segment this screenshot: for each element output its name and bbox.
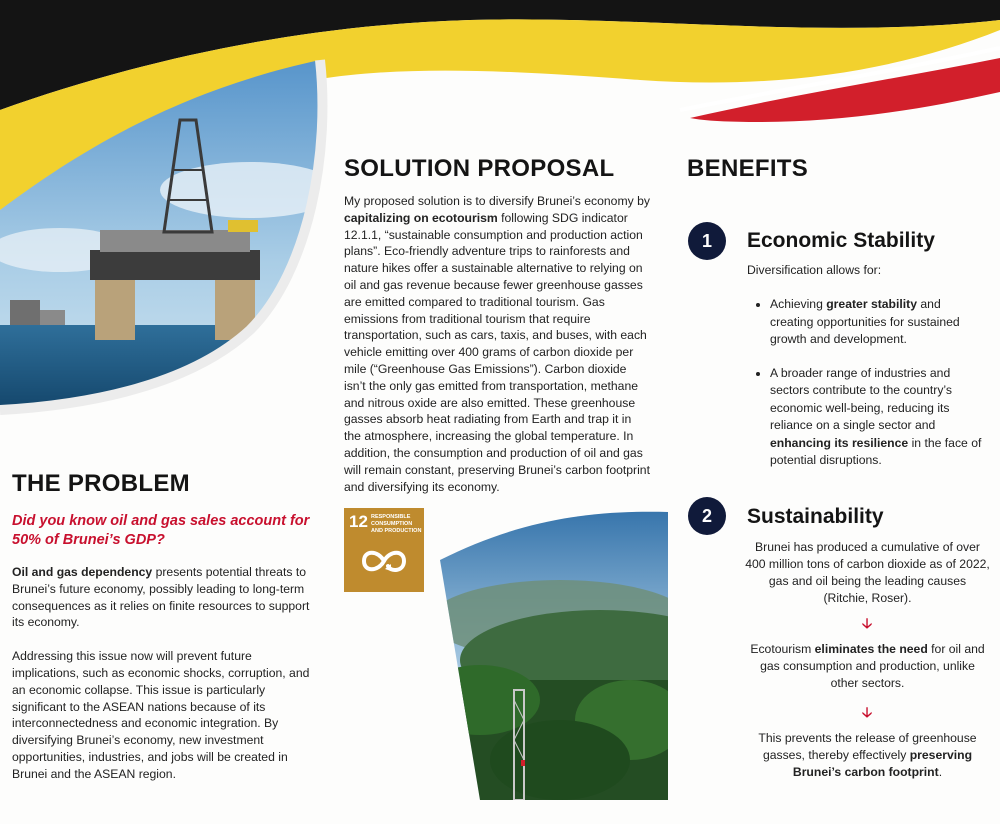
- b1-bullet1-bold: greater stability: [826, 297, 917, 311]
- sdg-label-line2: CONSUMPTION: [371, 521, 413, 527]
- benefit-2-text-2: [745, 641, 990, 692]
- b2-text3-bold: preserving Brunei’s carbon footprint: [792, 748, 973, 779]
- problem-paragraph-2: Addressing this issue now will prevent future implications, such as economic shocks, corruption, and an economic collapse. This issue is particularly significant to the ASEAN nations because of its interconnectedness and economic integration. By diversifying Brunei’s economy, new investment opportunities, industries, and jobs will be created in Brunei and the ASEAN region.: [12, 649, 310, 781]
- b2-text2-part1: Ecotourism: [750, 642, 815, 656]
- problem-question-line1: Did you know oil and gas sales account for: [12, 513, 310, 529]
- b2-text2-part2: for oil and gas consumption and production, unlike other sectors.: [760, 642, 985, 690]
- solution-section: [344, 155, 650, 495]
- benefit-2-text-1: Brunei has produced a cumulative of over 400 million tons of carbon dioxide as of 2022, gas and oil being the leading causes (Ritchie, Roser).: [745, 540, 990, 605]
- b2-text2-bold: eliminates the need: [814, 642, 928, 656]
- b1-bullet2-part2: in the face of potential disruptions.: [770, 435, 982, 467]
- benefit-1-intro: Diversification allows for:: [747, 263, 882, 277]
- problem-question-line2: 50% of Brunei’s GDP?: [12, 532, 165, 548]
- problem-p1-rest: presents potential threats to Brunei’s future economy, possibly leading to long-term consequences as it relies on finite resources to support its economy.: [12, 565, 310, 630]
- benefit-1-bullet-2: [770, 365, 983, 470]
- rainforest-photo: [420, 500, 740, 810]
- benefit-2-text-3: [745, 730, 990, 781]
- b1-bullet2-part1: A broader range of industries and sectors contribute to the country’s economic well-being, reducing its reliance on a single sector and: [770, 365, 953, 432]
- b2-text3-part2: .: [938, 765, 943, 779]
- problem-p1-bold: Oil and gas dependency: [12, 565, 153, 579]
- problem-question: [12, 512, 322, 550]
- problem-title: THE PROBLEM: [12, 470, 190, 497]
- b1-bullet2-bold: enhancing its resilience: [770, 435, 909, 450]
- problem-paragraph-1: [12, 564, 322, 631]
- sdg-number: 12: [349, 512, 368, 531]
- b1-bullet1-part1: Achieving: [770, 297, 827, 311]
- benefit-2-title: Sustainability: [747, 505, 884, 528]
- b2-text3-part1: This prevents the release of greenhouse gasses, thereby effectively: [758, 731, 977, 762]
- benefit-1-number: 1: [688, 222, 726, 260]
- infinity-icon: [358, 544, 410, 578]
- sdg-12-badge: [344, 508, 424, 592]
- solution-p-part1: My proposed solution is to diversify Brunei’s economy by: [344, 194, 650, 208]
- problem-section: [12, 470, 322, 783]
- solution-p-part2: following SDG indicator 12.1.1, “sustainable consumption and production action plans”. Eco-friendly adventure trips to rainforests and nature hikes offer a sustainable alternative to relying on oil and gas revenue because fewer greenhouse gasses are emitted compared to traditional tourism. Gas emissions from traditional tourism that require transportation, such as cars, taxis, and buses, with each vehicle emitting over 400 grams of carbon dioxide per mile (“Greenhouse Gas Emissions”). Carbon dioxide isn’t the only gas emitted from transportation, methane and nitrous oxide are also emitted. These greenhouse gasses absorb heat radiating from Earth and trap it in the atmosphere, increasing the global temperature. In addition, the consumption and production of oil and gas will remain constant, preserving Brunei’s carbon footprint and diversifying its economy.: [344, 210, 650, 494]
- down-arrow-icon: 🡣: [861, 615, 873, 631]
- down-arrow-icon: 🡣: [861, 704, 873, 720]
- benefit-1-title: Economic Stability: [747, 229, 935, 252]
- benefit-2-number: 2: [688, 497, 726, 535]
- benefit-1-bullet-1: [770, 296, 983, 349]
- solution-title: SOLUTION PROPOSAL: [344, 155, 615, 182]
- sdg-label-line3: AND PRODUCTION: [371, 528, 422, 534]
- solution-p-bold: capitalizing on ecotourism: [344, 210, 498, 225]
- sdg-label-line1: RESPONSIBLE: [371, 514, 411, 520]
- benefits-section: [687, 155, 808, 183]
- sdg-label: [371, 514, 421, 535]
- b1-bullet1-part2: and creating opportunities for sustained growth and development.: [770, 297, 960, 346]
- benefits-title: BENEFITS: [687, 155, 809, 182]
- benefit-1-list: [755, 296, 983, 486]
- solution-paragraph: [344, 193, 650, 495]
